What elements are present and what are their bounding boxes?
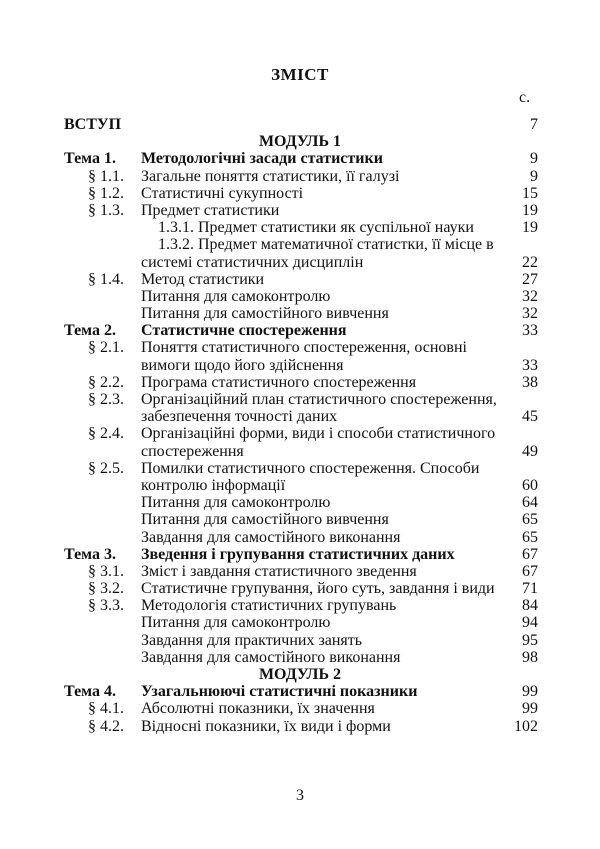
toc-entry-label: § 3.2. xyxy=(88,580,124,598)
toc-entry-title: Організаційний план статистичного спостереження, xyxy=(141,391,497,408)
toc-entry-title: вимоги щодо його здійснення xyxy=(141,356,344,374)
toc-entry xyxy=(0,597,600,614)
toc-entry xyxy=(0,185,600,202)
toc-entry-page: 22 xyxy=(522,253,538,271)
toc-entry xyxy=(0,374,600,391)
toc-entry xyxy=(0,443,600,460)
toc-entry-title: Питання для самоконтролю xyxy=(141,494,331,512)
toc-entry-page: 33 xyxy=(522,322,538,340)
toc-entry-page: 94 xyxy=(522,614,538,632)
toc-entry-title: Узагальнюючі статистичні показники xyxy=(141,683,418,701)
toc-entry-page: 45 xyxy=(522,408,538,426)
toc-entry xyxy=(0,425,600,442)
toc-entry-title: Абсолютні показники, їх значення xyxy=(141,700,375,718)
toc-entry xyxy=(0,511,600,528)
toc-entry xyxy=(0,305,600,322)
toc-entry-title: Питання для самоконтролю xyxy=(141,287,331,305)
toc-entry xyxy=(0,632,600,649)
toc-entry-title: Статистичні сукупності xyxy=(141,184,304,202)
toc-entry xyxy=(0,133,600,150)
page-column-label: с. xyxy=(519,89,531,106)
toc-entry-title: Завдання для самостійного виконання xyxy=(141,648,401,666)
toc-entry-label: § 2.5. xyxy=(88,459,124,477)
toc-entry xyxy=(0,460,600,477)
toc-entry-title: Завдання для практичних занять xyxy=(141,631,363,649)
toc-entry-label: § 3.1. xyxy=(88,562,124,580)
toc-entry xyxy=(0,271,600,288)
toc-entry-title: Питання для самостійного вивчення xyxy=(141,511,389,529)
toc-entry-page: 32 xyxy=(522,305,538,323)
toc-entry-page: 67 xyxy=(522,562,538,580)
toc-entry-page: 15 xyxy=(522,184,538,202)
toc-entry xyxy=(0,339,600,356)
toc-entry xyxy=(0,649,600,666)
toc-entry xyxy=(0,718,600,735)
toc-entry-page: 71 xyxy=(522,580,538,598)
toc-entry xyxy=(0,666,600,683)
toc-entry xyxy=(0,700,600,717)
toc-entry xyxy=(0,254,600,271)
toc-entry-label: Тема 4. xyxy=(64,683,116,701)
toc-entry-label: § 2.2. xyxy=(88,373,124,391)
toc-entry-title: 1.3.2. Предмет математичної статистки, її місце в xyxy=(158,236,494,254)
toc-entry-title: спостереження xyxy=(141,442,244,460)
toc-entry xyxy=(0,494,600,511)
toc-entry xyxy=(0,202,600,219)
toc-entry-title: Відносні показники, їх види і форми xyxy=(141,717,391,735)
toc-entry-title: Програма статистичного спостереження xyxy=(141,373,417,391)
toc-entry xyxy=(0,614,600,631)
toc-entry-page: 64 xyxy=(522,494,538,512)
toc-entry xyxy=(0,168,600,185)
toc-entry-title: Питання для самоконтролю xyxy=(141,614,331,632)
toc-entry-page: 99 xyxy=(522,683,538,701)
toc-entry-label: § 1.1. xyxy=(88,167,124,185)
toc-entry-label: § 2.4. xyxy=(88,425,124,443)
toc-entry-title: Методологія статистичних групувань xyxy=(141,597,397,615)
toc-entry-title: Зміст і завдання статистичного зведення xyxy=(141,562,417,580)
toc-entry xyxy=(0,288,600,305)
toc-entry-title: Статистичне спостереження xyxy=(141,322,347,340)
toc-entry-label: § 4.1. xyxy=(88,700,124,718)
toc-entry-page: 27 xyxy=(522,270,538,288)
toc-entry-page: 102 xyxy=(514,717,538,735)
toc-entry-title: Статистичне групування, його суть, завдання і види xyxy=(141,580,495,598)
toc-entry-title: забезпечення точності даних xyxy=(141,408,338,426)
module-heading: МОДУЛЬ 2 xyxy=(258,666,342,683)
toc-entry xyxy=(0,529,600,546)
toc-entry-title: Завдання для самостійного виконання xyxy=(141,528,401,546)
toc-entry-page: 38 xyxy=(522,373,538,391)
toc-entry-page: 65 xyxy=(522,511,538,529)
toc-entry-title: контролю інформації xyxy=(141,476,286,494)
toc-entry-page: 19 xyxy=(522,201,538,219)
toc-entry-title: Загальне поняття статистики, її галузі xyxy=(141,167,400,185)
toc-entry xyxy=(0,236,600,253)
toc-entry xyxy=(0,219,600,236)
toc-entry-title: Метод статистики xyxy=(141,270,265,288)
toc-entry-title: системі статистичних дисциплін xyxy=(141,253,364,271)
toc-entry-page: 9 xyxy=(530,167,538,185)
toc-entry-label: Тема 3. xyxy=(64,545,116,563)
toc-entry-page: 84 xyxy=(522,597,538,615)
toc-entry-label: § 1.4. xyxy=(88,270,124,288)
toc-entry-title: Поняття статистичного спостереження, основні xyxy=(141,339,467,357)
module-heading: МОДУЛЬ 1 xyxy=(258,133,342,151)
toc-entry-label: § 3.3. xyxy=(88,597,124,615)
toc-entry-title: Предмет статистики xyxy=(141,201,280,219)
toc-entry-title: Питання для самостійного вивчення xyxy=(141,305,389,323)
toc-entry-title: Зведення і групування статистичних даних xyxy=(141,545,455,563)
toc-entry-title: Помилки статистичного спостереження. Способи xyxy=(141,459,480,477)
toc-entry-label: § 4.2. xyxy=(88,717,124,735)
toc-entry-title: 1.3.1. Предмет статистики як суспільної науки xyxy=(158,219,474,237)
toc-entry-page: 33 xyxy=(522,356,538,374)
toc-entry xyxy=(0,546,600,563)
toc-entry-label: § 2.1. xyxy=(88,339,124,357)
toc-entry-label: ВСТУП xyxy=(64,116,122,133)
toc-entry-label: § 1.2. xyxy=(88,184,124,202)
toc-entry xyxy=(0,150,600,167)
toc-entry-page: 49 xyxy=(522,442,538,460)
toc-entry-page: 60 xyxy=(522,476,538,494)
page-title: ЗМІСТ xyxy=(271,65,329,84)
table-of-contents xyxy=(0,116,600,735)
toc-entry-label: § 2.3. xyxy=(88,391,124,408)
toc-entry xyxy=(0,391,600,408)
toc-entry-label: § 1.3. xyxy=(88,201,124,219)
toc-entry-page: 95 xyxy=(522,631,538,649)
toc-entry-page: 7 xyxy=(530,116,538,133)
toc-entry xyxy=(0,116,600,133)
page-number: 3 xyxy=(296,787,304,804)
toc-entry xyxy=(0,580,600,597)
toc-entry-page: 9 xyxy=(530,150,538,168)
toc-entry-page: 65 xyxy=(522,528,538,546)
toc-entry xyxy=(0,408,600,425)
toc-entry xyxy=(0,357,600,374)
toc-entry-page: 19 xyxy=(522,219,538,237)
toc-entry-label: Тема 1. xyxy=(64,150,116,168)
toc-entry-page: 67 xyxy=(522,545,538,563)
toc-entry-label: Тема 2. xyxy=(64,322,116,340)
toc-entry xyxy=(0,683,600,700)
toc-entry-title: Організаційні форми, види і способи статистичного xyxy=(141,425,496,443)
toc-entry-page: 98 xyxy=(522,648,538,666)
toc-entry-page: 32 xyxy=(522,287,538,305)
toc-entry xyxy=(0,477,600,494)
toc-entry xyxy=(0,322,600,339)
toc-entry xyxy=(0,563,600,580)
toc-entry-page: 99 xyxy=(522,700,538,718)
toc-entry-title: Методологічні засади статистики xyxy=(141,150,383,168)
